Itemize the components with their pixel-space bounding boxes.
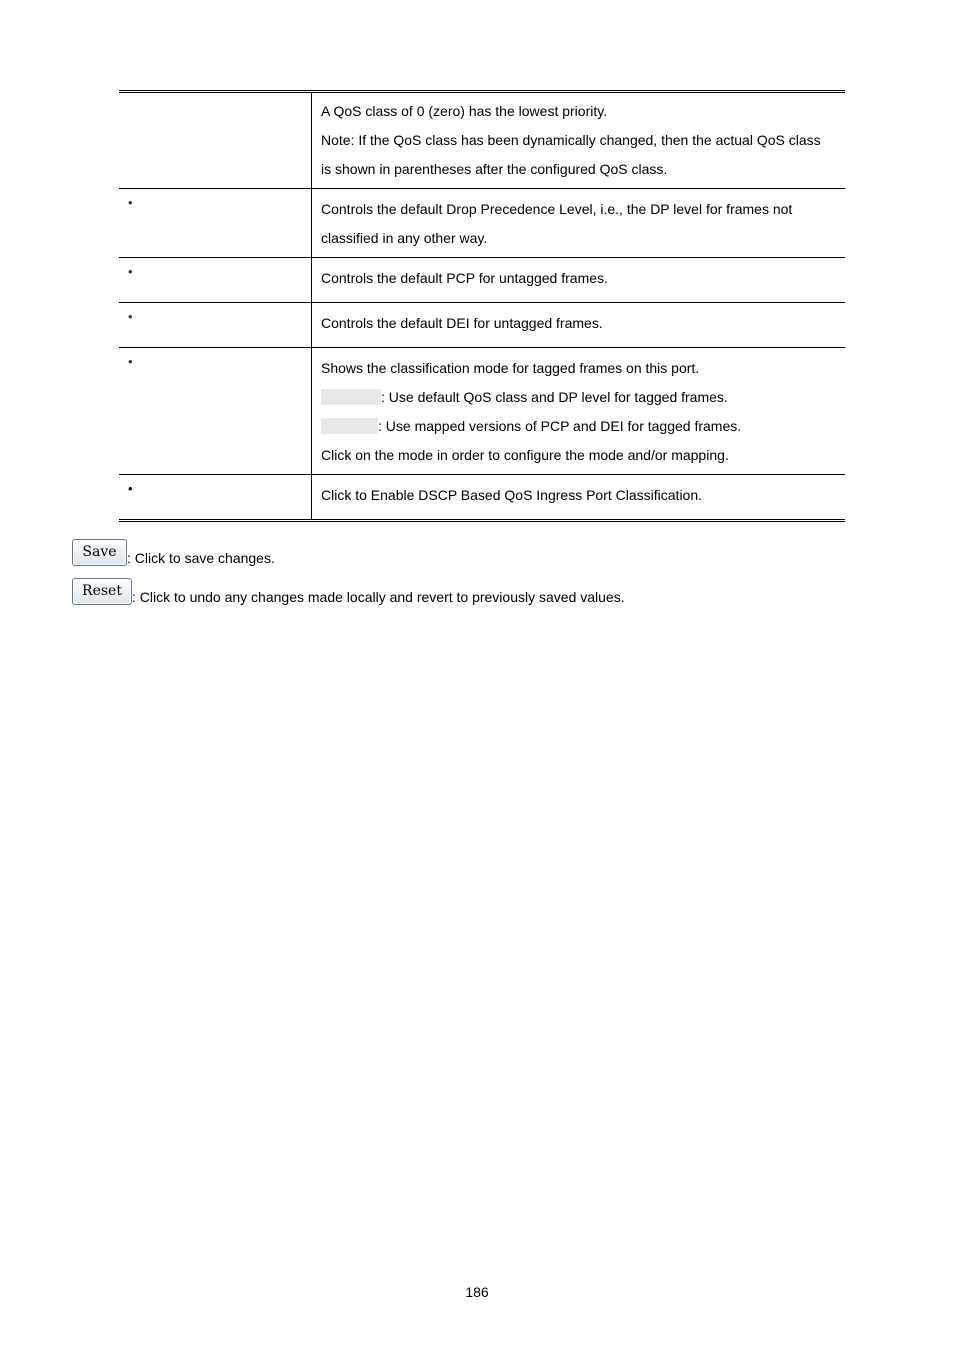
parameter-description-cell (312, 475, 845, 519)
bullet-icon: • (128, 195, 133, 210)
redacted-mode-label (321, 389, 381, 405)
description-line: Note: If the QoS class has been dynamically changed, then the actual QoS class (321, 132, 821, 148)
bullet-icon: • (128, 264, 133, 279)
description-line: A QoS class of 0 (zero) has the lowest priority. (321, 103, 608, 119)
table-row (119, 302, 845, 347)
save-button[interactable]: Save (72, 539, 127, 566)
description-line: Shows the classification mode for tagged frames on this port. (321, 360, 700, 376)
parameter-description-cell (312, 189, 845, 257)
reset-button-description (72, 578, 625, 605)
description-line (321, 412, 839, 441)
parameter-name-cell (119, 475, 312, 519)
redacted-mode-label (321, 418, 378, 434)
mode-description: : Use mapped versions of PCP and DEI for tagged frames. (378, 418, 742, 434)
parameter-name-cell (119, 93, 312, 188)
description-line (321, 383, 839, 412)
parameter-name-cell (119, 258, 312, 302)
parameter-table (119, 90, 845, 522)
parameter-description-cell (312, 93, 845, 188)
description-line: Click on the mode in order to configure the mode and/or mapping. (321, 447, 729, 463)
description-line: Controls the default PCP for untagged frames. (321, 270, 608, 286)
table-bottom-rule (119, 519, 845, 522)
save-button-text: : Click to save changes. (127, 550, 275, 566)
table-row (119, 93, 845, 188)
parameter-name-cell (119, 189, 312, 257)
parameter-description-cell (312, 303, 845, 347)
bullet-icon: • (128, 481, 133, 496)
table-row (119, 188, 845, 257)
reset-button[interactable]: Reset (72, 578, 132, 605)
description-line: is shown in parentheses after the configured QoS class. (321, 161, 668, 177)
parameter-description-cell (312, 258, 845, 302)
parameter-description-cell (312, 348, 845, 474)
reset-button-text: : Click to undo any changes made locally and revert to previously saved values. (132, 589, 625, 605)
bullet-icon: • (128, 354, 133, 369)
parameter-name-cell (119, 303, 312, 347)
description-line: Click to Enable DSCP Based QoS Ingress Port Classification. (321, 487, 703, 503)
parameter-name-cell (119, 348, 312, 474)
description-line: classified in any other way. (321, 230, 488, 246)
page-number: 186 (465, 1284, 489, 1300)
save-button-description (72, 539, 275, 566)
table-row (119, 474, 845, 519)
table-row (119, 257, 845, 302)
bullet-icon: • (128, 309, 133, 324)
description-line: Controls the default DEI for untagged frames. (321, 315, 603, 331)
mode-description: : Use default QoS class and DP level for tagged frames. (381, 389, 728, 405)
table-row (119, 347, 845, 474)
description-line: Controls the default Drop Precedence Level, i.e., the DP level for frames not (321, 201, 793, 217)
